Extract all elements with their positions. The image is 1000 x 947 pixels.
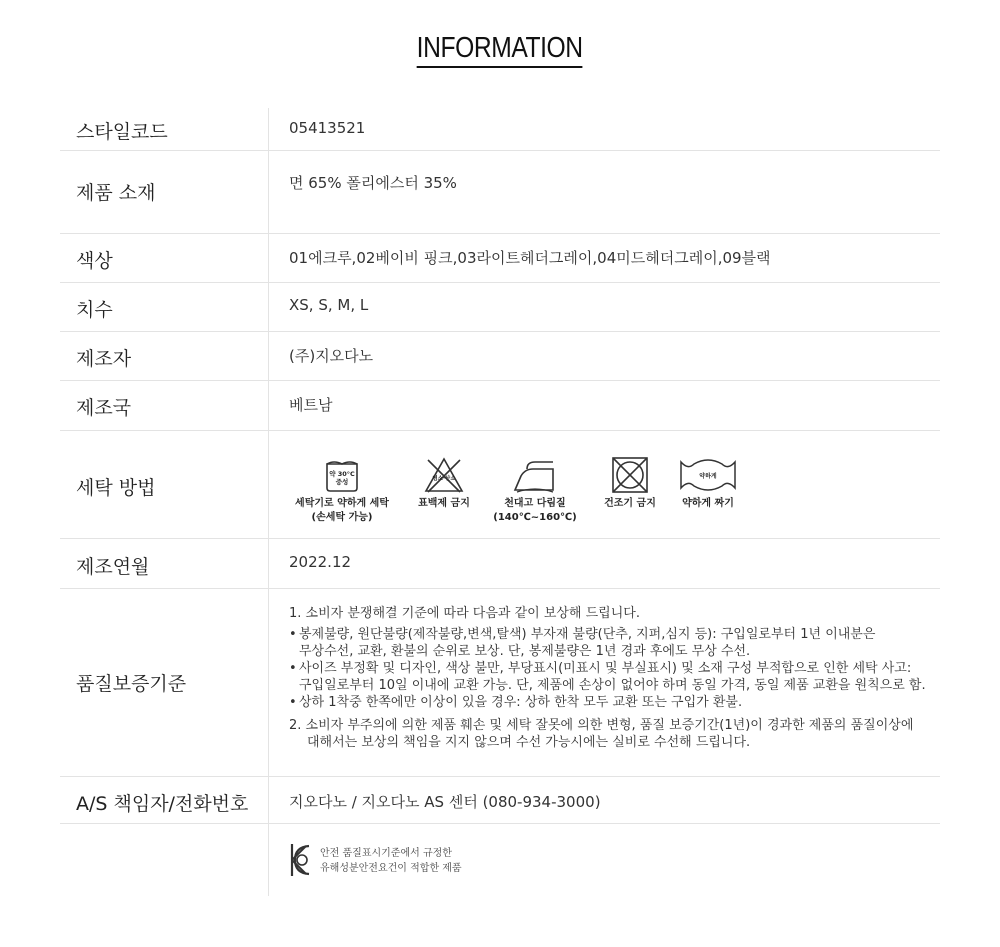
wash-caption: 세탁기로 약하게 세탁 xyxy=(295,498,389,509)
iron-cloth-icon xyxy=(513,456,557,494)
quality-bullet-2-cont: 구입일로부터 10일 이내에 교환 가능. 단, 제품에 손상이 없어야 하며 동일 가격, 동일 제품 교환을 원칙으로 함. xyxy=(299,678,926,693)
quality-bullet-2: • 사이즈 부정확 및 디자인, 색상 불만, 부당표시(미표시 및 부실표시) 및 소재 구성 부적합으로 인한 세탁 사고: xyxy=(289,660,949,677)
no-bleach-icon xyxy=(424,456,464,494)
row-as xyxy=(60,777,940,824)
color-label: 색상 xyxy=(76,250,113,272)
row-material xyxy=(60,151,940,234)
wash-item-no-bleach xyxy=(403,456,485,511)
wash-item-no-dryer xyxy=(587,456,673,511)
size-label: 치수 xyxy=(76,299,113,321)
quality-bullet-1-cont: 무상수선, 교환, 환불의 순위로 보상. 단, 봉제불량은 1년 경과 후에도 무상 수선. xyxy=(299,644,751,659)
material-value: 면 65% 폴리에스터 35% xyxy=(289,174,457,192)
quality-p2-cont: 대해서는 보상의 책임을 지지 않으며 수선 가능시에는 실비로 수선해 드립니다. xyxy=(307,735,751,750)
date-value: 2022.12 xyxy=(289,553,352,571)
manufacturer-label: 제조자 xyxy=(76,348,132,370)
svg-text:염소·산소: 염소·산소 xyxy=(432,476,456,482)
quality-p2: 2. 소비자 부주의에 의한 제품 훼손 및 세탁 잘못에 의한 변형, 품질 보증기간(1년)이 경과한 제품의 품질이상에 xyxy=(289,718,914,733)
svg-text:약하게: 약하게 xyxy=(699,473,717,480)
wash-item-iron xyxy=(490,456,580,525)
column-divider xyxy=(268,151,269,233)
column-divider xyxy=(268,777,269,823)
column-divider xyxy=(268,824,269,896)
column-divider xyxy=(268,108,269,150)
hand-wash-30-icon xyxy=(323,456,361,494)
quality-bullet-1: • 봉제불량, 원단불량(제작불량,변색,탈색) 부자재 불량(단추, 지퍼,심지 등): 구입일로부터 1년 이내분은 xyxy=(289,626,949,643)
wash-caption: 표백제 금지 xyxy=(418,498,470,509)
wash-caption: 약하게 짜기 xyxy=(682,498,734,509)
material-label: 제품 소재 xyxy=(76,182,156,204)
kc-line-2: 유해성분안전요건이 적합한 제품 xyxy=(320,863,462,874)
no-tumble-dry-icon xyxy=(610,456,650,494)
row-style-code xyxy=(60,108,940,151)
style-code-label: 스타일코드 xyxy=(76,121,168,143)
color-value: 01에크루,02베이비 핑크,03라이트헤더그레이,04미드헤더그레이,09블랙 xyxy=(289,249,771,267)
country-value: 베트남 xyxy=(289,396,333,414)
quality-label: 품질보증기준 xyxy=(76,673,187,695)
wash-caption: 건조기 금지 xyxy=(604,498,656,509)
wash-caption: 천대고 다림질 xyxy=(504,498,566,509)
kc-line-1: 안전 품질표시기준에서 규정한 xyxy=(320,848,452,859)
size-value: XS, S, M, L xyxy=(289,296,369,314)
row-date xyxy=(60,539,940,589)
kc-text xyxy=(320,846,462,876)
column-divider xyxy=(268,589,269,776)
quality-p1: 1. 소비자 분쟁해결 기준에 따라 다음과 같이 보상해 드립니다. xyxy=(289,606,640,621)
wash-caption-sub: (손세탁 가능) xyxy=(311,512,373,523)
row-quality xyxy=(60,589,940,777)
wash-item-wring xyxy=(672,456,744,511)
date-label: 제조연월 xyxy=(76,556,150,578)
wash-item-hand-wash xyxy=(288,456,396,525)
manufacturer-value: (주)지오다노 xyxy=(289,347,374,365)
row-manufacturer xyxy=(60,332,940,381)
washing-label: 세탁 방법 xyxy=(76,477,156,499)
column-divider xyxy=(268,381,269,430)
quality-bullet-3: • 상하 1착중 한쪽에만 이상이 있을 경우: 상하 한착 모두 교환 또는 구입가 환불. xyxy=(289,694,949,711)
row-country xyxy=(60,381,940,431)
svg-text:중성: 중성 xyxy=(335,478,349,486)
row-color xyxy=(60,234,940,283)
column-divider xyxy=(268,539,269,588)
column-divider xyxy=(268,283,269,331)
kc-mark-icon xyxy=(289,841,315,879)
column-divider xyxy=(268,234,269,282)
row-kc xyxy=(60,824,940,896)
page-title: INFORMATION xyxy=(417,30,583,68)
row-washing xyxy=(60,431,940,539)
wash-caption-sub: (140℃~160℃) xyxy=(493,512,577,523)
info-table xyxy=(60,108,940,896)
row-size xyxy=(60,283,940,332)
column-divider xyxy=(268,431,269,538)
quality-text xyxy=(289,605,949,751)
wring-gently-icon xyxy=(678,456,738,494)
as-value: 지오다노 / 지오다노 AS 센터 (080-934-3000) xyxy=(289,793,601,811)
country-label: 제조국 xyxy=(76,397,132,419)
as-label: A/S 책임자/전화번호 xyxy=(76,793,249,815)
style-code-value: 05413521 xyxy=(289,119,366,137)
column-divider xyxy=(268,332,269,380)
svg-text:약 30°C: 약 30°C xyxy=(329,470,355,478)
page-title-wrap xyxy=(0,30,1000,68)
